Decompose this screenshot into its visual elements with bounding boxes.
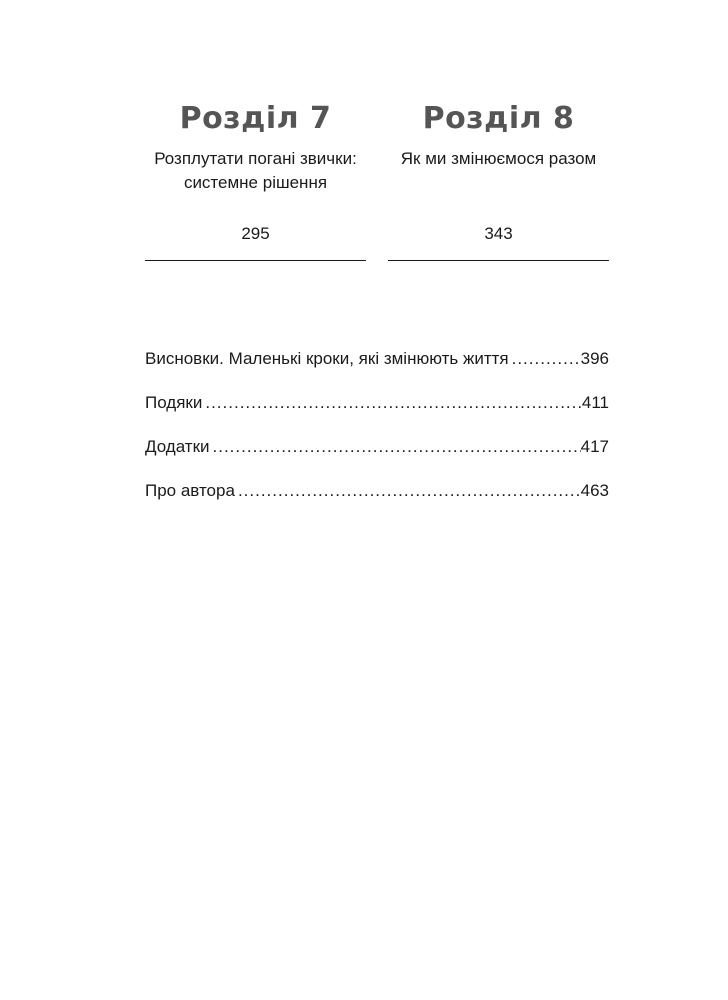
toc-entry-conclusions[interactable] xyxy=(145,347,609,371)
toc-entry-page: 417 xyxy=(580,437,609,456)
chapter-divider xyxy=(388,260,609,261)
chapter-page-number: 343 xyxy=(484,224,513,243)
dot-leader xyxy=(235,479,581,503)
toc-entry-acknowledgements[interactable] xyxy=(145,391,609,415)
toc-entry-title: Додатки xyxy=(145,437,210,456)
chapter-columns xyxy=(145,100,609,261)
chapter-7-block[interactable] xyxy=(145,100,366,261)
toc-entry-page: 396 xyxy=(580,349,609,368)
toc-entry-page: 411 xyxy=(581,393,609,412)
chapter-heading: Розділ 7 xyxy=(179,101,332,136)
toc-entry-appendices[interactable] xyxy=(145,435,609,459)
toc-entry-title: Висновки. Маленькі кроки, які змінюють життя xyxy=(145,349,509,368)
toc-entry-title: Про автора xyxy=(145,481,235,500)
table-of-contents xyxy=(145,347,609,523)
chapter-heading: Розділ 8 xyxy=(422,101,575,136)
toc-entry-page: 463 xyxy=(580,481,609,500)
chapter-divider xyxy=(145,260,366,261)
dot-leader xyxy=(210,435,581,459)
chapter-8-block[interactable] xyxy=(388,100,609,261)
chapter-title: Як ми змінюємося разом xyxy=(400,149,597,168)
toc-entry-title: Подяки xyxy=(145,393,203,412)
chapter-page-number: 295 xyxy=(241,224,270,243)
toc-entry-about-author[interactable] xyxy=(145,479,609,503)
dot-leader xyxy=(202,391,582,415)
dot-leader xyxy=(509,347,581,371)
chapter-title: Розплутати погані звички: системне рішення xyxy=(154,149,357,192)
